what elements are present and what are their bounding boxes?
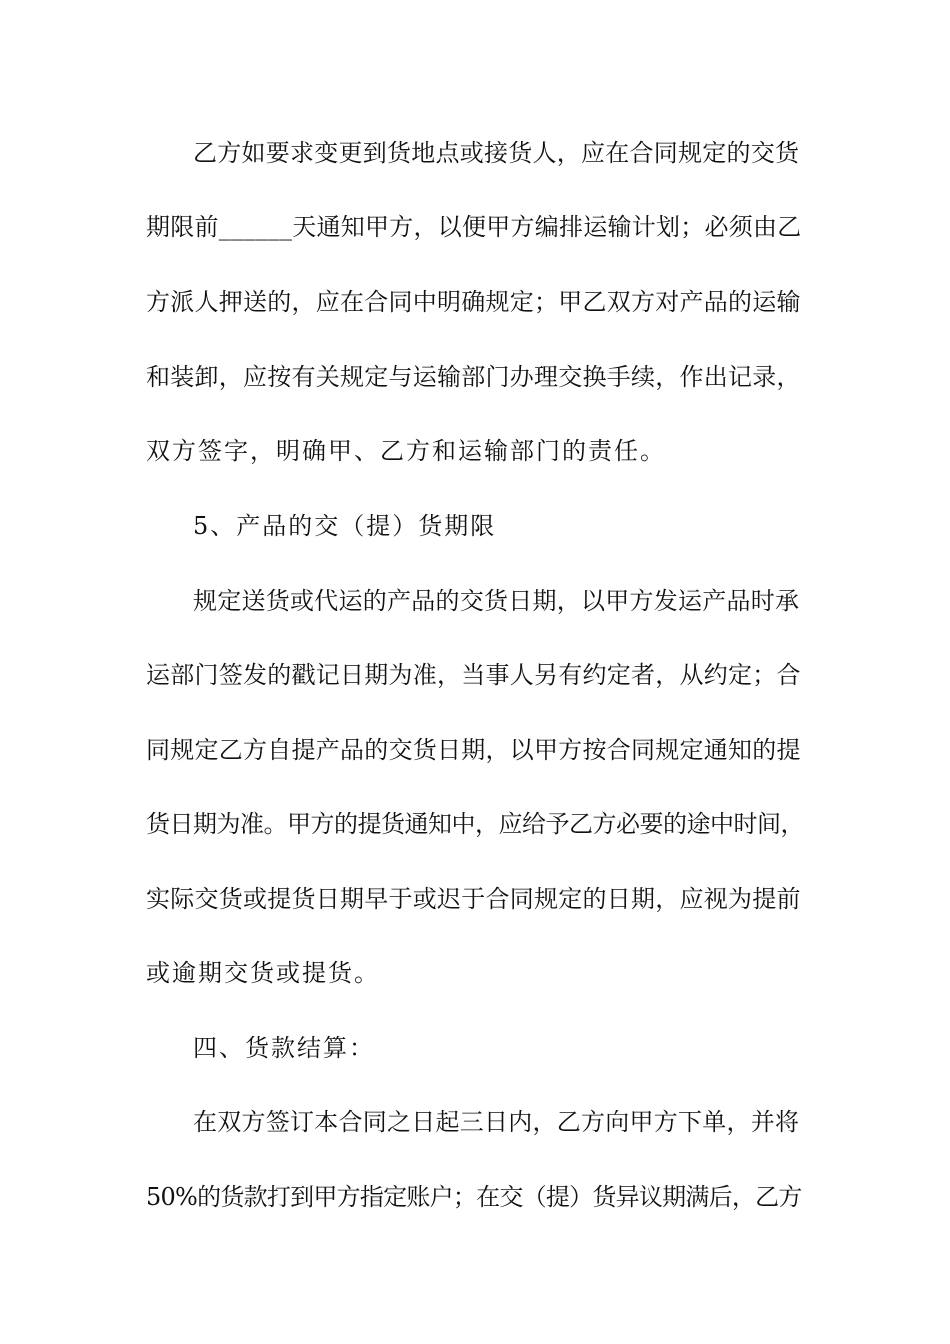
paragraph-line: 实际交货或提货日期早于或迟于合同规定的日期，应视为提前 [146, 885, 801, 913]
section-heading: 5、产品的交（提）货期限 [193, 512, 497, 540]
paragraph-line: 或逾期交货或提货。 [146, 959, 380, 987]
paragraph-line: 和装卸，应按有关规定与运输部门办理交换手续，作出记录， [146, 363, 801, 391]
paragraph-line: 双方签字，明确甲、乙方和运输部门的责任。 [146, 437, 666, 465]
paragraph-line: 50%的货款打到甲方指定账户；在交（提）货异议期满后，乙方 [146, 1183, 802, 1211]
paragraph-line: 乙方如要求变更到货地点或接货人，应在合同规定的交货 [193, 139, 800, 167]
paragraph-line: 货日期为准。甲方的提货通知中，应给予乙方必要的途中时间， [146, 810, 804, 838]
paragraph-line: 期限前______天通知甲方，以便甲方编排运输计划；必须由乙 [146, 213, 802, 241]
section-heading: 四、货款结算： [193, 1034, 375, 1062]
paragraph-line: 同规定乙方自提产品的交货日期，以甲方按合同规定通知的提 [146, 736, 801, 764]
paragraph-line: 方派人押送的，应在合同中明确规定；甲乙双方对产品的运输 [146, 288, 801, 316]
paragraph-line: 在双方签订本合同之日起三日内，乙方向甲方下单，并将 [193, 1108, 800, 1136]
paragraph-line: 规定送货或代运的产品的交货日期，以甲方发运产品时承 [193, 587, 800, 615]
paragraph-line: 运部门签发的戳记日期为准，当事人另有约定者，从约定；合 [146, 661, 801, 689]
